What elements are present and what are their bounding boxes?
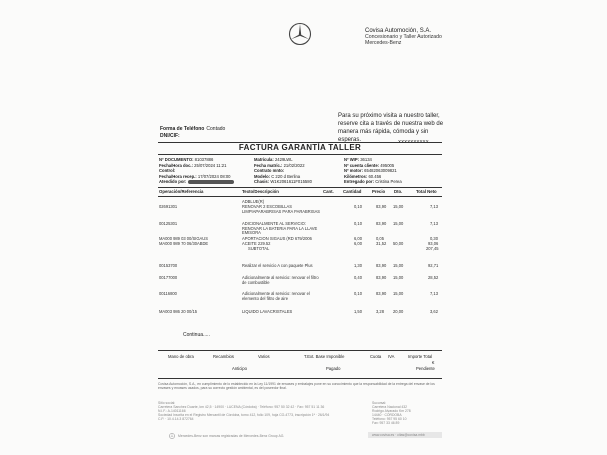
line-discount: 50,00 [393, 241, 404, 246]
line-quantity: 0,10 [354, 221, 362, 226]
footer-line: Fax: 957 33 46 89 [372, 421, 400, 426]
totals-header: Importe Total [408, 354, 433, 359]
line-discount: 15,00 [393, 204, 404, 209]
line-reference: MA000 989 70 06/30ABDE [159, 241, 209, 246]
meta-label: Nº cuenta cliente: [344, 162, 380, 168]
line-quantity: 0,40 [354, 275, 362, 280]
line-discount: 20,00 [393, 309, 404, 314]
totals-header: Recambios [213, 354, 234, 359]
line-reference: 00177000 [159, 275, 178, 280]
line-price: 0,05 [376, 236, 384, 241]
footer-line: 14440 · CÓRDOBA [372, 413, 402, 418]
meta-label: Entregado por: [344, 179, 375, 184]
meta-label: Nº motor: [344, 168, 363, 173]
line-total: 7,13 [430, 221, 438, 226]
divider [158, 154, 442, 155]
footer-line: Teléfono: 957 95 60 10 [372, 417, 407, 422]
line-reference: 00116800 [159, 291, 177, 296]
meta-label: Nº WIP: [344, 157, 360, 162]
continued-note: Continua..... [183, 332, 210, 338]
line-total: 7,13 [430, 291, 438, 296]
line-description: RENOVAR 2 ESCOBILLAS LIMPIAPARABRISAS PARA PARABRISAS [242, 204, 321, 214]
line-total: 3,62 [430, 309, 438, 314]
totals-header: T.Ext. Base Imponible [304, 354, 345, 359]
footer-line: Rodrigo Alvarado Km 278 [372, 409, 411, 414]
line-quantity: 1,50 [354, 309, 362, 314]
meta-value: 81037886 [194, 157, 214, 162]
subtotal-value: 207,45 [426, 246, 439, 251]
line-reference: 00153700 [159, 263, 178, 268]
line-description: APORTACION SIGAUS (RD 679/2006 [242, 236, 312, 241]
line-total: 92,71 [428, 263, 439, 268]
line-description: Realizar el servicio A con paquete Plus [242, 263, 313, 268]
brand-notice: Mercedes-Benz son marcas registradas de Mercedes-Benz Group AG. [178, 434, 285, 438]
line-quantity: 6,00 [354, 241, 362, 246]
meta-label: Modelo: [254, 173, 271, 179]
meta-value: 25/07/2024 11:21 [194, 162, 227, 168]
totals-subheader: Anticipo [232, 366, 247, 371]
line-price: 83,90 [376, 275, 387, 280]
customer-block [160, 126, 225, 139]
web-stamp: www.covisa.es · citas@covisa.mbb [368, 432, 442, 438]
line-discount: 15,00 [393, 275, 404, 280]
column-header: Operación/Referencia [159, 189, 204, 194]
line-reference: MA003 986 20 00/15 [159, 309, 198, 314]
divider [158, 350, 442, 351]
line-reference: 02691301 [159, 204, 178, 209]
meta-label: Fecha/Hora doc.: [159, 162, 193, 168]
meta-value: 65482063009821 [364, 168, 397, 173]
meta-label: Matrícula: [254, 157, 274, 162]
footer-address-main [158, 401, 348, 421]
line-description: ACEITE 229.52 [242, 241, 271, 246]
line-description: LIQUIDO LAVACRISTALES [242, 309, 293, 314]
meta-value: 60.456 [368, 173, 382, 179]
meta-left [159, 157, 234, 185]
mercedes-star-logo [288, 22, 312, 46]
line-quantity: 6,00 [354, 236, 362, 241]
promo-text: Para su próximo visita a nuestro taller, reserve cita a través de nuestra web de manera más rápida, cómoda y sin esperas. [338, 113, 444, 143]
meta-label: Nº DOCUMENTO: [159, 157, 194, 162]
line-description: Adicionalmente al servicio: renovar el elemento del filtro de aire [242, 291, 310, 301]
subtotal-label: SUBTOTAL [248, 246, 270, 251]
line-quantity: 0,10 [354, 291, 362, 296]
divider [158, 187, 442, 188]
totals-header: Varios [258, 354, 270, 359]
line-discount: 15,00 [393, 291, 404, 296]
meta-value: 17/07/2024 08:00 [197, 173, 231, 179]
company-subtitle: Concesionario y Taller Autorizado Mercedes-Benz [365, 34, 442, 47]
meta-right [344, 157, 402, 185]
line-quantity: 0,10 [354, 204, 362, 209]
meta-label: Atendido por: [159, 179, 187, 184]
customer-labels: Forma de Teléfono DNI/CIF: [160, 126, 205, 139]
line-reference: MA000 989 03 00/SIGAUS [159, 236, 208, 241]
company-block [365, 28, 445, 47]
meta-value: 21/02/2022 [283, 162, 305, 168]
meta-value: 495005 [380, 162, 395, 168]
meta-value: W1K2061611F015580 [270, 179, 312, 184]
meta-value: Cristina Perea [375, 179, 402, 184]
line-description: Adicionalmente al servicio: renovar el filtro de combustible [242, 275, 319, 285]
totals-block [158, 352, 442, 378]
line-discount: 15,00 [393, 221, 404, 226]
line-description: ADICIONALMENTE AL SERVICIO: RENOVAR LA BATERIA PARA LA LLAVE EMISORA [242, 221, 318, 236]
meta-row [344, 179, 402, 185]
customer-nif: XXXXXXXXXX [398, 139, 429, 144]
meta-value: 2429LWL [274, 157, 293, 162]
company-name: Covisa Automoción, S.A. [365, 28, 432, 34]
totals-header: Cuota [370, 354, 382, 359]
line-price: 83,90 [376, 263, 387, 268]
column-header: Dto. [394, 189, 403, 194]
line-price: 83,90 [376, 204, 387, 209]
meta-value: C 220 d Berlina [271, 173, 301, 179]
column-header: Cant. [323, 189, 334, 194]
meta-label: Fecha matric.: [254, 162, 283, 168]
totals-header: IVA [388, 354, 395, 359]
line-price: 83,90 [376, 291, 387, 296]
meta-label: Kilómetros: [344, 173, 368, 179]
column-header: Total Neto [416, 189, 437, 194]
meta-middle [254, 157, 312, 185]
line-quantity: 1,30 [354, 263, 362, 268]
totals-subheader: Pagado [326, 366, 341, 371]
line-total: 0,30 [430, 236, 438, 241]
line-total: 28,52 [428, 275, 439, 280]
pending-amount: € [432, 360, 435, 365]
invoice-title: FACTURA GARANTÍA TALLER [238, 143, 362, 152]
line-reference: 00125301 [159, 221, 178, 226]
footer-line: Carretera Nacional 432 [372, 405, 408, 410]
line-total: 93,06 [428, 241, 439, 246]
meta-label: Contrato mnto: [254, 168, 285, 173]
totals-subheader: Pendiente [416, 366, 435, 371]
divider [158, 378, 442, 379]
footer-line: C.P. · 10.4.14.3 872764 [158, 417, 194, 422]
line-price: 3,28 [376, 309, 384, 314]
line-description: ADBLUE(R) [242, 199, 265, 204]
legal-notice: Covisa Automoción, S.A., en cumplimiento de lo establecido en la Ley 11/1991 de envases y embalajes pone en su conocimiento que la responsabilidad de la entrega del envase de los envases y envases usados, para su correcto gestión ambiental, es del poseedor final. [158, 382, 435, 391]
column-header: Texto/Descripción [242, 189, 279, 194]
divider [158, 196, 442, 197]
meta-value: 36134 [360, 157, 372, 162]
meta-row [254, 179, 312, 185]
payment-method: Contado [206, 126, 226, 132]
meta-label: Control: [159, 168, 176, 173]
column-header: Cantidad [343, 189, 362, 194]
footer-line: N.I.F.: A-14011166 [158, 409, 186, 414]
meta-row [159, 179, 234, 185]
footer-address-branch [372, 401, 411, 426]
footer-line: Carretera Sanchez Duarte, km 42,5 · 14900 · LUCENA (Córdoba) · Teléfono: 957 50 32 42 · Fax: 957 51 11 36 [158, 405, 325, 410]
footer-line: Sociedad Inscrita en el Registro Mercantil de Córdoba, tomo 412, folio 109, hoja CO-4773, inscripción 1ª · 26/1/94 [158, 413, 330, 418]
footer-line: Sucursal: [372, 401, 387, 405]
footer-line: Sitio social: [158, 401, 176, 405]
totals-header: Mano de obra [168, 354, 194, 359]
column-header: Precio [372, 189, 386, 194]
mercedes-star-small-logo [169, 433, 175, 439]
line-total: 7,13 [430, 204, 438, 209]
line-discount: 15,00 [393, 263, 404, 268]
meta-label: Fecha/Hora recep.: [159, 173, 197, 179]
meta-label: Chasis: [254, 179, 270, 184]
line-price: 83,90 [376, 221, 387, 226]
redaction-bar [188, 180, 234, 184]
line-price: 31,52 [376, 241, 387, 246]
